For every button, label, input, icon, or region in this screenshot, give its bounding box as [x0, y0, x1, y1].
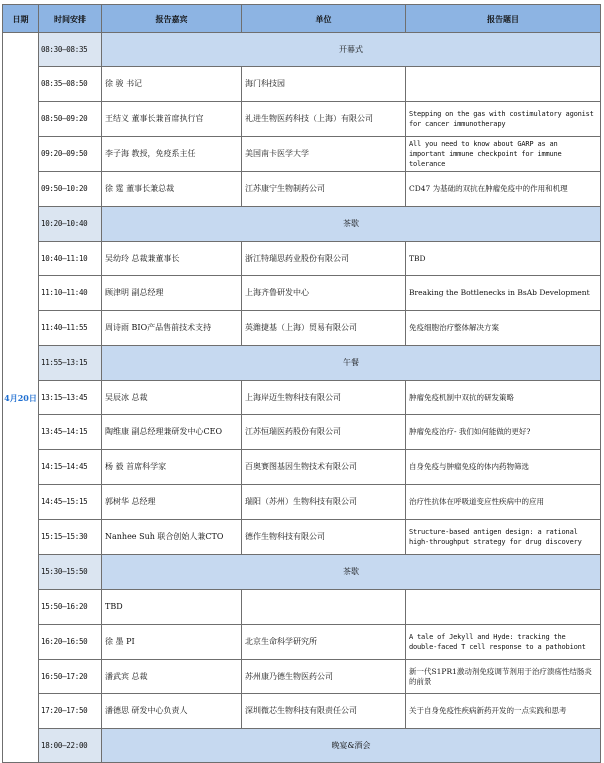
talk-title-cell: 关于自身免疫性疾病新药开发的一点实践和思考: [406, 694, 601, 729]
session-label: 午餐: [102, 346, 601, 381]
speaker-cell: 吴幼玲 总裁兼董事长: [102, 242, 242, 276]
time-slot: 08:50—09:20: [39, 102, 102, 137]
speaker-cell: 李子海 教授，免疫系主任: [102, 137, 242, 172]
time-slot: 15:15—15:30: [39, 520, 102, 555]
session-band-row: [3, 207, 601, 242]
session-band-row: [3, 346, 601, 381]
talk-row: [3, 102, 601, 137]
talk-title-cell: 治疗性抗体在呼吸道变应性疾病中的应用: [406, 485, 601, 520]
time-slot: 10:20—10:40: [39, 207, 102, 242]
talk-row: [3, 625, 601, 660]
time-slot: 14:45—15:15: [39, 485, 102, 520]
session-label: 茶歇: [102, 207, 601, 242]
time-slot: 11:40—11:55: [39, 311, 102, 346]
session-label: 茶歇: [102, 555, 601, 590]
organization-cell: 北京生命科学研究所: [242, 625, 406, 660]
date-cell: 4月20日: [3, 33, 39, 763]
speaker-cell: 陶维康 副总经理兼研发中心CEO: [102, 415, 242, 450]
organization-cell: 海门科技园: [242, 67, 406, 102]
talk-title-cell: TBD: [406, 242, 601, 276]
organization-cell: 美国南卡医学大学: [242, 137, 406, 172]
time-slot: 11:10—11:40: [39, 276, 102, 311]
header-org: 单位: [242, 5, 406, 33]
talk-title-cell: A tale of Jekyll and Hyde: tracking the double-faced T cell response to a pathobiont: [406, 625, 601, 660]
time-slot: 14:15—14:45: [39, 450, 102, 485]
talk-title-cell: 新一代S1PR1激动剂免疫调节剂用于治疗溃疡性结肠炎的前景: [406, 660, 601, 694]
speaker-cell: Nanhee Suh 联合创始人兼CTO: [102, 520, 242, 555]
speaker-cell: 吴辰冰 总裁: [102, 381, 242, 415]
header-row: [3, 5, 601, 33]
header-time: 时间安排: [39, 5, 102, 33]
talk-row: [3, 450, 601, 485]
talk-title-cell: 肿瘤免疫治疗- 我们如何能做的更好?: [406, 415, 601, 450]
time-slot: 16:50—17:20: [39, 660, 102, 694]
talk-title-cell: Breaking the Bottlenecks in BsAb Development: [406, 276, 601, 311]
speaker-cell: 徐 墨 PI: [102, 625, 242, 660]
speaker-cell: 王结义 董事长兼首席执行官: [102, 102, 242, 137]
speaker-cell: 潘武宾 总裁: [102, 660, 242, 694]
speaker-cell: TBD: [102, 590, 242, 625]
talk-title-cell: All you need to know about GARP as an important immune checkpoint for immune tolerance: [406, 137, 601, 172]
talk-row: [3, 694, 601, 729]
organization-cell: 江苏康宁生物制药公司: [242, 172, 406, 207]
speaker-cell: 周诗雨 BIO产品售前技术支持: [102, 311, 242, 346]
time-slot: 18:00—22:00: [39, 729, 102, 763]
time-slot: 08:35—08:50: [39, 67, 102, 102]
agenda-table: [2, 4, 601, 763]
organization-cell: 上海齐鲁研发中心: [242, 276, 406, 311]
organization-cell: 上海岸迈生物科技有限公司: [242, 381, 406, 415]
talk-row: [3, 276, 601, 311]
talk-row: [3, 415, 601, 450]
time-slot: 10:40—11:10: [39, 242, 102, 276]
speaker-cell: 杨 毅 首席科学家: [102, 450, 242, 485]
organization-cell: 礼进生物医药科技（上海）有限公司: [242, 102, 406, 137]
talk-title-cell: Structure-based antigen design: a rational high-throughput strategy for drug discovery: [406, 520, 601, 555]
time-slot: 08:30—08:35: [39, 33, 102, 67]
agenda-body: [3, 33, 601, 763]
talk-row: [3, 381, 601, 415]
talk-title-cell: 肿瘤免疫机制中双抗的研发策略: [406, 381, 601, 415]
talk-row: [3, 520, 601, 555]
talk-title-cell: [406, 590, 601, 625]
talk-title-cell: 自身免疫与肿瘤免疫的体内药物筛选: [406, 450, 601, 485]
speaker-cell: 徐 霆 董事长兼总裁: [102, 172, 242, 207]
speaker-cell: 顾津明 副总经理: [102, 276, 242, 311]
talk-row: [3, 590, 601, 625]
speaker-cell: 徐 骏 书记: [102, 67, 242, 102]
time-slot: 13:45—14:15: [39, 415, 102, 450]
talk-row: [3, 67, 601, 102]
session-label: 晚宴&酒会: [102, 729, 601, 763]
time-slot: 16:20—16:50: [39, 625, 102, 660]
organization-cell: 英潍捷基（上海）贸易有限公司: [242, 311, 406, 346]
session-band-row: [3, 33, 601, 67]
organization-cell: 瑞阳（苏州）生物科技有限公司: [242, 485, 406, 520]
header-speaker: 报告嘉宾: [102, 5, 242, 33]
header-date: 日期: [3, 5, 39, 33]
organization-cell: [242, 590, 406, 625]
speaker-cell: 郭树华 总经理: [102, 485, 242, 520]
talk-row: [3, 311, 601, 346]
organization-cell: 深圳微芯生物科技有限责任公司: [242, 694, 406, 729]
time-slot: 15:30—15:50: [39, 555, 102, 590]
speaker-cell: 潘德思 研发中心负责人: [102, 694, 242, 729]
talk-row: [3, 137, 601, 172]
talk-title-cell: [406, 67, 601, 102]
talk-title-cell: CD47 为基础的双抗在肿瘤免疫中的作用和机理: [406, 172, 601, 207]
talk-row: [3, 660, 601, 694]
organization-cell: 浙江特瑞思药业股份有限公司: [242, 242, 406, 276]
talk-title-cell: Stepping on the gas with costimulatory agonist for cancer immunotherapy: [406, 102, 601, 137]
talk-row: [3, 485, 601, 520]
time-slot: 13:15—13:45: [39, 381, 102, 415]
organization-cell: 德作生物科技有限公司: [242, 520, 406, 555]
talk-row: [3, 172, 601, 207]
time-slot: 11:55—13:15: [39, 346, 102, 381]
time-slot: 17:20—17:50: [39, 694, 102, 729]
session-label: 开幕式: [102, 33, 601, 67]
talk-title-cell: 免疫细胞治疗整体解决方案: [406, 311, 601, 346]
time-slot: 09:50—10:20: [39, 172, 102, 207]
organization-cell: 江苏恒瑞医药股份有限公司: [242, 415, 406, 450]
talk-row: [3, 242, 601, 276]
header-title: 报告题目: [406, 5, 601, 33]
time-slot: 15:50—16:20: [39, 590, 102, 625]
organization-cell: 苏州康乃德生物医药公司: [242, 660, 406, 694]
time-slot: 09:20—09:50: [39, 137, 102, 172]
organization-cell: 百奥赛图基因生物技术有限公司: [242, 450, 406, 485]
session-band-row: [3, 729, 601, 763]
session-band-row: [3, 555, 601, 590]
